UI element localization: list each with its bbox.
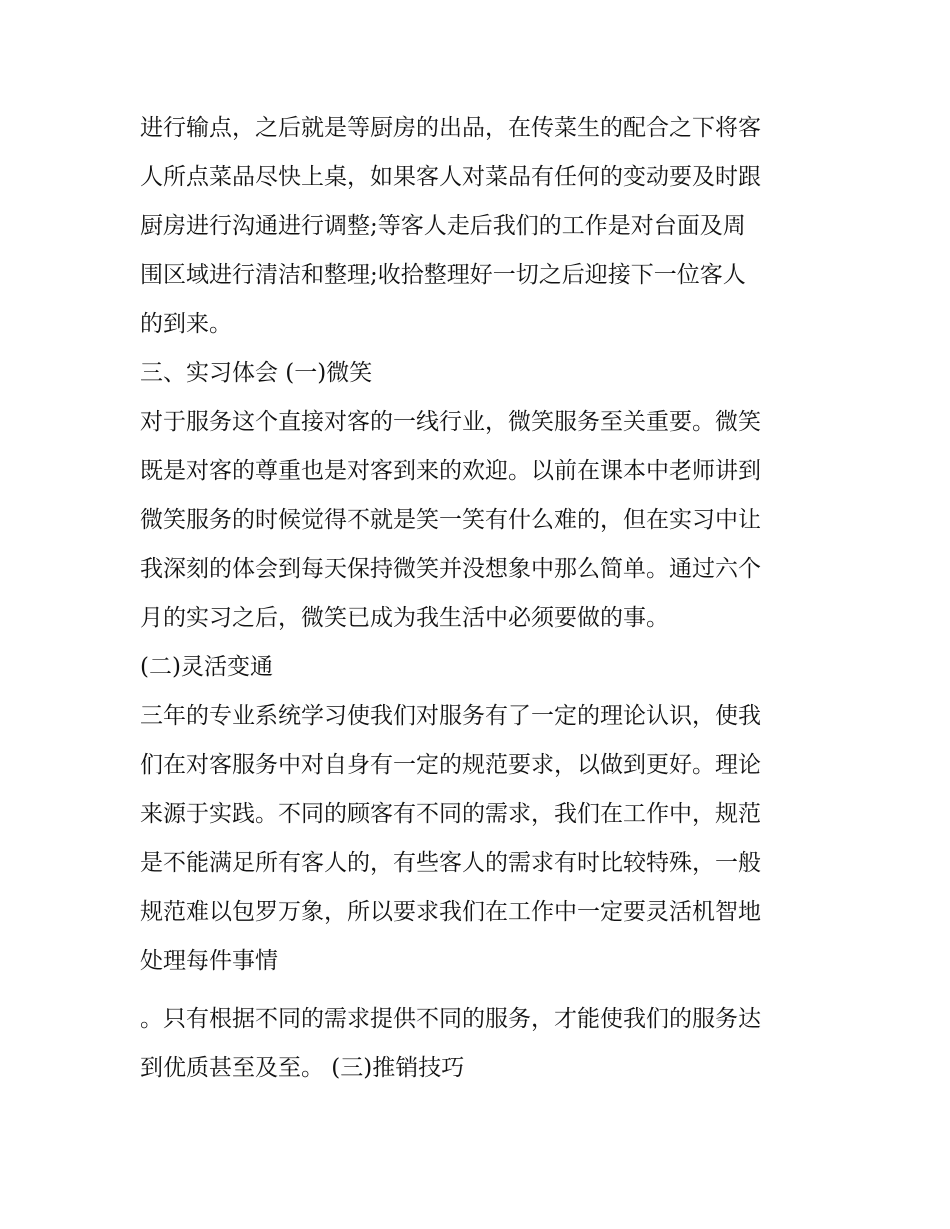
text-line: 的到来。 — [140, 311, 232, 337]
text-line: 厨房进行沟通进行调整;等客人走后我们的工作是对台面及周 — [140, 213, 746, 239]
text-line: 。只有根据不同的需求提供不同的服务，才能使我们的服务达 — [140, 1006, 761, 1032]
text-line: 到优质甚至及至。 (三)推销技巧 — [140, 1055, 465, 1081]
subsection-heading: (二)灵活变通 — [140, 654, 273, 680]
text-line: 围区域进行清洁和整理;收拾整理好一切之后迎接下一位客人 — [140, 262, 746, 288]
text-line: 进行输点，之后就是等厨房的出品，在传菜生的配合之下将客 — [140, 115, 761, 141]
text-line: 微笑服务的时候觉得不就是笑一笑有什么难的，但在实习中让 — [140, 507, 761, 533]
body-text — [140, 104, 820, 1093]
text-line: 们在对客服务中对自身有一定的规范要求，以做到更好。理论 — [140, 752, 761, 778]
text-line: 处理每件事情 — [140, 948, 278, 974]
text-line: 来源于实践。不同的顾客有不同的需求，我们在工作中，规范 — [140, 801, 761, 827]
text-line: 是不能满足所有客人的，有些客人的需求有时比较特殊，一般 — [140, 850, 761, 876]
text-line: 对于服务这个直接对客的一线行业，微笑服务至关重要。微笑 — [140, 409, 761, 435]
text-line: 月的实习之后，微笑已成为我生活中必须要做的事。 — [140, 605, 669, 631]
text-line: 三年的专业系统学习使我们对服务有了一定的理论认识，使我 — [140, 703, 761, 729]
text-line: 我深刻的体会到每天保持微笑并没想象中那么简单。通过六个 — [140, 556, 761, 582]
text-line: 人所点菜品尽快上桌，如果客人对菜品有任何的变动要及时跟 — [140, 164, 761, 190]
section-heading: 三、实习体会 (一)微笑 — [140, 360, 373, 386]
text-line: 既是对客的尊重也是对客到来的欢迎。以前在课本中老师讲到 — [140, 458, 761, 484]
text-line: 规范难以包罗万象，所以要求我们在工作中一定要灵活机智地 — [140, 899, 761, 925]
